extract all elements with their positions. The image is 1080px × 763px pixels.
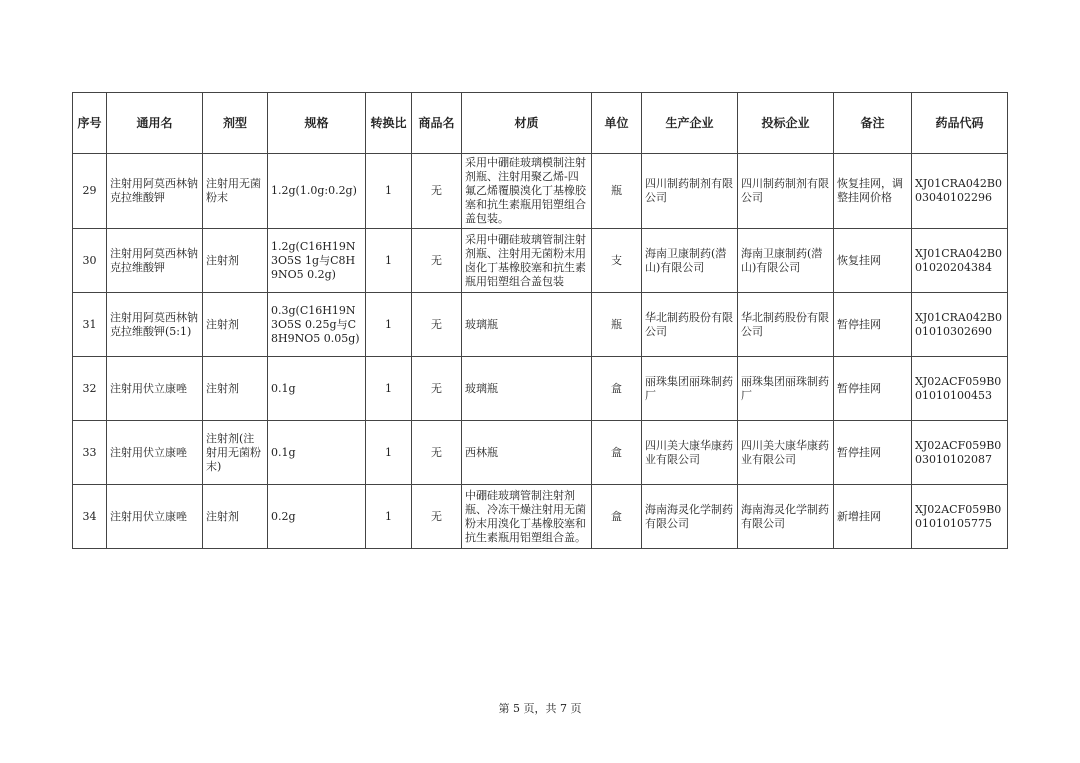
header-cell: 投标企业	[738, 93, 834, 154]
table-cell: 注射用伏立康唑	[107, 485, 203, 549]
table-cell: 1	[366, 229, 412, 293]
table-cell: 0.3g(C16H19N3O5S 0.25g与C8H9NO5 0.05g)	[268, 293, 366, 357]
header-cell: 药品代码	[912, 93, 1008, 154]
table-cell: 注射剂	[203, 293, 268, 357]
table-cell: XJ02ACF059B001010100453	[912, 357, 1008, 421]
table-cell: 无	[412, 154, 462, 229]
header-cell: 商品名	[412, 93, 462, 154]
header-cell: 剂型	[203, 93, 268, 154]
table-cell: 丽珠集团丽珠制药厂	[738, 357, 834, 421]
table-row	[73, 293, 1008, 357]
table-cell: 31	[73, 293, 107, 357]
table-cell: 四川美大康华康药业有限公司	[738, 421, 834, 485]
header-cell: 规格	[268, 93, 366, 154]
header-row	[73, 93, 1008, 154]
table-cell: 注射剂(注射用无菌粉末)	[203, 421, 268, 485]
table-cell: 中硼硅玻璃管制注射剂瓶、冷冻干燥注射用无菌粉末用溴化丁基橡胶塞和抗生素瓶用铝塑组合盖。	[462, 485, 592, 549]
table-cell: 34	[73, 485, 107, 549]
table-cell: 注射用阿莫西林钠克拉维酸钾	[107, 229, 203, 293]
table-cell: 玻璃瓶	[462, 293, 592, 357]
header-cell: 转换比	[366, 93, 412, 154]
table-cell: 暂停挂网	[834, 421, 912, 485]
table-cell: 1	[366, 357, 412, 421]
table-cell: 四川美大康华康药业有限公司	[642, 421, 738, 485]
table-cell: 0.1g	[268, 421, 366, 485]
table-cell: 海南卫康制药(潜山)有限公司	[642, 229, 738, 293]
table-cell: 无	[412, 357, 462, 421]
table-row	[73, 154, 1008, 229]
table-cell: 支	[592, 229, 642, 293]
table-cell: 注射用伏立康唑	[107, 421, 203, 485]
table-cell: 无	[412, 485, 462, 549]
header-cell: 序号	[73, 93, 107, 154]
table-cell: 海南卫康制药(潜山)有限公司	[738, 229, 834, 293]
table-cell: 恢复挂网	[834, 229, 912, 293]
table-cell: 无	[412, 229, 462, 293]
table-row	[73, 229, 1008, 293]
table-cell: XJ01CRA042B001020204384	[912, 229, 1008, 293]
page-footer: 第 5 页，共 7 页	[498, 702, 582, 715]
table-cell: 29	[73, 154, 107, 229]
table-cell: 暂停挂网	[834, 357, 912, 421]
table-cell: 海南海灵化学制药有限公司	[738, 485, 834, 549]
table-cell: 恢复挂网，调整挂网价格	[834, 154, 912, 229]
table-cell: 33	[73, 421, 107, 485]
table-cell: 无	[412, 293, 462, 357]
table-cell: 玻璃瓶	[462, 357, 592, 421]
table-row	[73, 485, 1008, 549]
table-cell: XJ01CRA042B001010302690	[912, 293, 1008, 357]
table-cell: 丽珠集团丽珠制药厂	[642, 357, 738, 421]
table-cell: 注射剂	[203, 229, 268, 293]
table-row	[73, 421, 1008, 485]
header-cell: 材质	[462, 93, 592, 154]
table-cell: 注射用无菌粉末	[203, 154, 268, 229]
table-cell: 注射用伏立康唑	[107, 357, 203, 421]
table-cell: 1	[366, 293, 412, 357]
table-row	[73, 357, 1008, 421]
header-cell: 单位	[592, 93, 642, 154]
header-cell: 生产企业	[642, 93, 738, 154]
table-cell: 四川制药制剂有限公司	[642, 154, 738, 229]
table-cell: 采用中硼硅玻璃模制注射剂瓶、注射用聚乙烯-四氟乙烯覆膜溴化丁基橡胶塞和抗生素瓶用铝塑组合盖包装。	[462, 154, 592, 229]
header-cell: 通用名	[107, 93, 203, 154]
table-cell: 30	[73, 229, 107, 293]
table-cell: 瓶	[592, 154, 642, 229]
table-cell: 0.2g	[268, 485, 366, 549]
table-cell: 注射剂	[203, 485, 268, 549]
table-cell: 四川制药制剂有限公司	[738, 154, 834, 229]
table-cell: 西林瓶	[462, 421, 592, 485]
table-cell: 1	[366, 421, 412, 485]
table-cell: 华北制药股份有限公司	[738, 293, 834, 357]
table-cell: 盒	[592, 357, 642, 421]
table-cell: 无	[412, 421, 462, 485]
table-cell: 盒	[592, 485, 642, 549]
table-cell: 注射用阿莫西林钠克拉维酸钾	[107, 154, 203, 229]
table-cell: 0.1g	[268, 357, 366, 421]
table-cell: 1	[366, 154, 412, 229]
table-cell: XJ01CRA042B003040102296	[912, 154, 1008, 229]
table-cell: 注射用阿莫西林钠克拉维酸钾(5:1)	[107, 293, 203, 357]
table-cell: 瓶	[592, 293, 642, 357]
table-cell: 海南海灵化学制药有限公司	[642, 485, 738, 549]
table-cell: XJ02ACF059B001010105775	[912, 485, 1008, 549]
table-cell: 采用中硼硅玻璃管制注射剂瓶、注射用无菌粉末用卤化丁基橡胶塞和抗生素瓶用铝塑组合盖包装	[462, 229, 592, 293]
table-cell: 华北制药股份有限公司	[642, 293, 738, 357]
table-cell: 1.2g(1.0g:0.2g)	[268, 154, 366, 229]
table-cell: 1	[366, 485, 412, 549]
table-cell: 32	[73, 357, 107, 421]
table-cell: 暂停挂网	[834, 293, 912, 357]
table-cell: XJ02ACF059B003010102087	[912, 421, 1008, 485]
table-cell: 新增挂网	[834, 485, 912, 549]
header-cell: 备注	[834, 93, 912, 154]
table-cell: 盒	[592, 421, 642, 485]
table-cell: 1.2g(C16H19N3O5S 1g与C8H9NO5 0.2g)	[268, 229, 366, 293]
drug-table	[72, 92, 1008, 549]
table-cell: 注射剂	[203, 357, 268, 421]
